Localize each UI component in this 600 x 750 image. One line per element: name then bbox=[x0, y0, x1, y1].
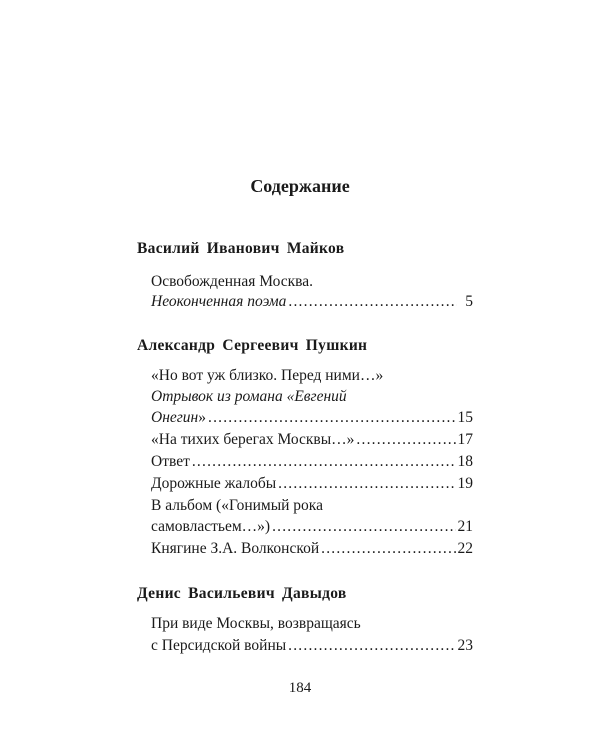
leader-dots bbox=[208, 408, 456, 428]
toc-entry-title: с Персидской войны bbox=[151, 637, 287, 654]
page-title: Содержание bbox=[250, 176, 350, 196]
leader-dots bbox=[356, 430, 455, 450]
toc-entry[interactable] bbox=[151, 539, 473, 559]
toc-entry-page: 22 bbox=[457, 540, 473, 557]
toc-entry-page: 17 bbox=[457, 431, 473, 448]
author-heading-davydov: Денис Васильевич Давыдов bbox=[137, 585, 347, 602]
toc-line: «Но вот уж близко. Перед ними…» bbox=[151, 367, 384, 384]
toc-entry[interactable] bbox=[151, 636, 473, 656]
leader-dots bbox=[278, 474, 455, 494]
toc-line: Освобожденная Москва. bbox=[151, 273, 314, 290]
toc-entry-title: Княгине З.А. Волконской bbox=[151, 540, 320, 557]
leader-dots bbox=[288, 636, 455, 656]
toc-entry[interactable] bbox=[151, 452, 473, 472]
toc-entry[interactable] bbox=[151, 517, 473, 537]
leader-dots bbox=[272, 517, 455, 537]
toc-entry-title: Ответ bbox=[151, 453, 190, 470]
toc-entry-page: 5 bbox=[465, 293, 473, 310]
author-heading-pushkin: Александр Сергеевич Пушкин bbox=[137, 337, 368, 354]
toc-entry-page: 19 bbox=[457, 475, 473, 492]
toc-entry-page: 21 bbox=[457, 518, 473, 535]
toc-entry-page: 23 bbox=[457, 637, 473, 654]
toc-entry-page: 15 bbox=[457, 409, 473, 426]
toc-entry-title: Неоконченная поэма bbox=[151, 293, 287, 310]
toc-entry-page: 18 bbox=[457, 453, 473, 470]
toc-entry-title: Онегин» bbox=[151, 409, 206, 426]
leader-dots bbox=[288, 292, 457, 312]
page-number: 184 bbox=[288, 680, 312, 696]
author-heading-maikov: Василий Иванович Майков bbox=[137, 240, 345, 257]
leader-dots bbox=[192, 452, 456, 472]
toc-entry-title: «На тихих берегах Москвы…» bbox=[151, 431, 355, 448]
toc-line: В альбом («Гонимый рока bbox=[151, 497, 323, 514]
toc-line: Отрывок из романа «Евгений bbox=[151, 388, 347, 405]
toc-entry[interactable] bbox=[151, 430, 473, 450]
toc-entry-title: самовластьем…») bbox=[151, 518, 271, 535]
toc-entry[interactable] bbox=[151, 408, 473, 428]
toc-entry[interactable] bbox=[151, 474, 473, 494]
toc-entry[interactable] bbox=[151, 292, 473, 312]
leader-dots bbox=[321, 539, 455, 559]
toc-line: При виде Москвы, возвращаясь bbox=[151, 615, 361, 632]
toc-entry-title: Дорожные жалобы bbox=[151, 475, 277, 492]
